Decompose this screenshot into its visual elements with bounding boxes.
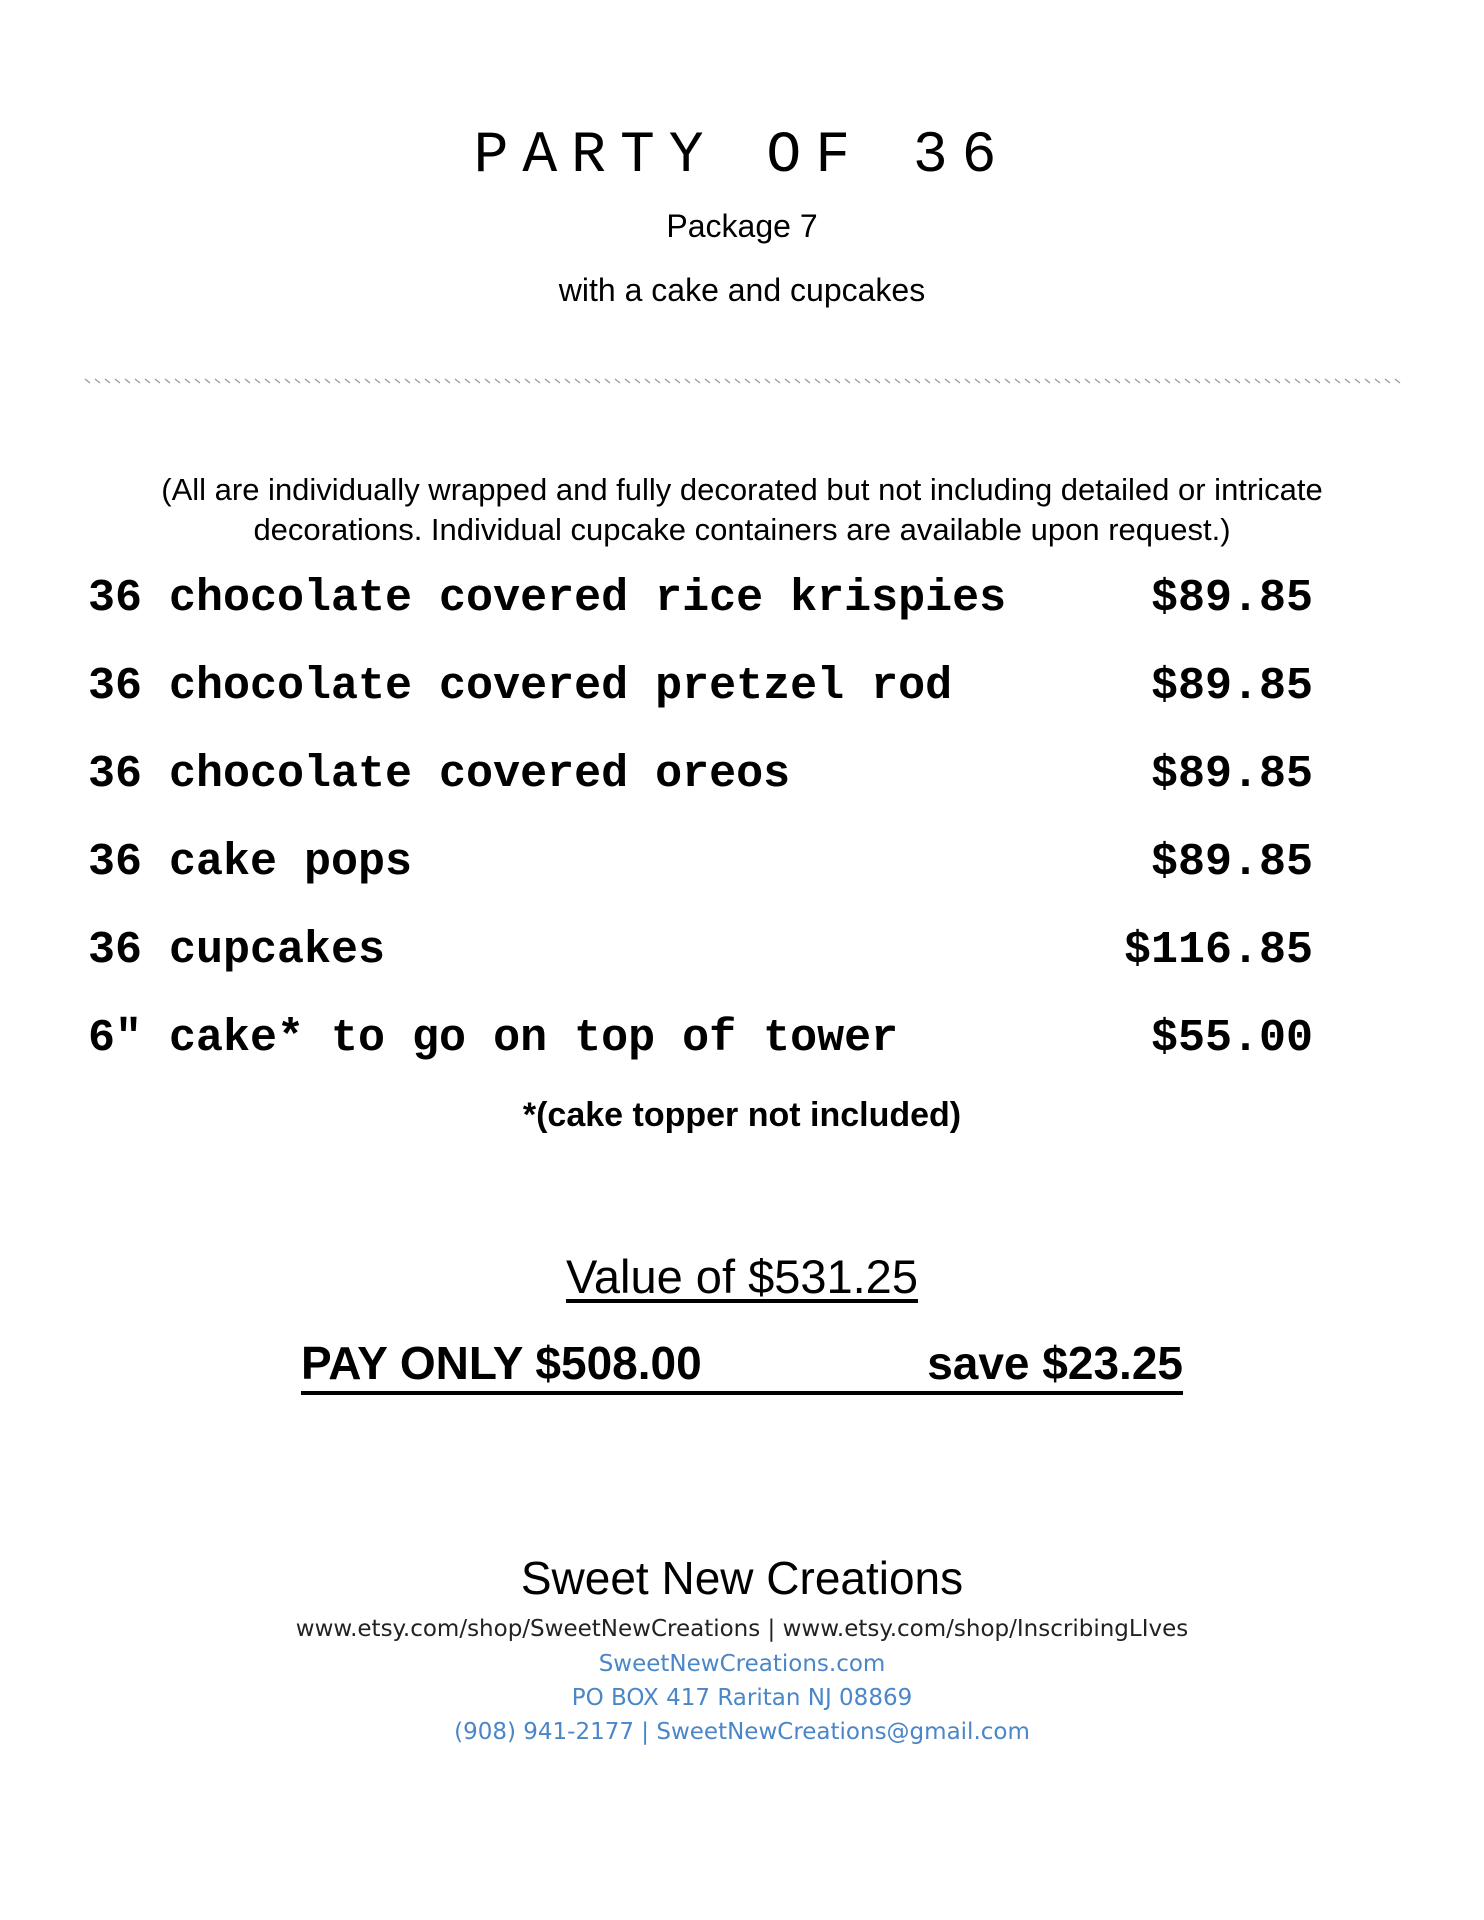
pay-only-price: PAY ONLY $508.00 [301, 1337, 702, 1389]
list-item [88, 1012, 1313, 1100]
decorative-divider [83, 376, 1403, 386]
item-price: $89.85 [1150, 749, 1313, 800]
package-label: Package 7 [666, 208, 818, 244]
package-tagline: with a cake and cupcakes [558, 272, 926, 308]
item-description: 36 chocolate covered rice krispies [88, 573, 1007, 624]
total-value [0, 1249, 1484, 1305]
etsy-shop-links[interactable]: www.etsy.com/shop/SweetNewCreations | www.etsy.com/shop/InscribingLIves [295, 1616, 1189, 1642]
brand-name: Sweet New Creations [520, 1552, 964, 1604]
page-title: PARTY OF 36 [473, 124, 1011, 189]
pay-only-line [301, 1335, 1183, 1395]
item-price: $89.85 [1150, 661, 1313, 712]
item-description: 36 cake pops [88, 837, 413, 888]
list-item [88, 924, 1313, 1012]
website-link[interactable]: SweetNewCreations.com [598, 1651, 886, 1677]
topper-footnote: *(cake topper not included) [522, 1096, 962, 1134]
wrapping-note: (All are individually wrapped and fully decorated but not including detailed or intricate decorations. Individual cupcake containers are available upon request.) [161, 472, 1323, 547]
list-item [88, 836, 1313, 924]
savings-amount: save $23.25 [927, 1337, 1183, 1389]
total-value-text: Value of $531.25 [566, 1250, 918, 1303]
item-price: $89.85 [1150, 573, 1313, 624]
list-item [88, 572, 1313, 660]
item-price: $55.00 [1150, 1013, 1313, 1064]
list-item [88, 748, 1313, 836]
item-description: 6″ cake* to go on top of tower [88, 1013, 899, 1064]
price-list [88, 572, 1313, 1100]
item-price: $116.85 [1123, 925, 1313, 976]
item-description: 36 chocolate covered oreos [88, 749, 791, 800]
list-item [88, 660, 1313, 748]
phone-email[interactable]: (908) 941-2177 | SweetNewCreations@gmail.com [454, 1719, 1030, 1745]
mailing-address: PO BOX 417 Raritan NJ 08869 [571, 1685, 913, 1711]
item-price: $89.85 [1150, 837, 1313, 888]
item-description: 36 chocolate covered pretzel rod [88, 661, 953, 712]
item-description: 36 cupcakes [88, 925, 386, 976]
